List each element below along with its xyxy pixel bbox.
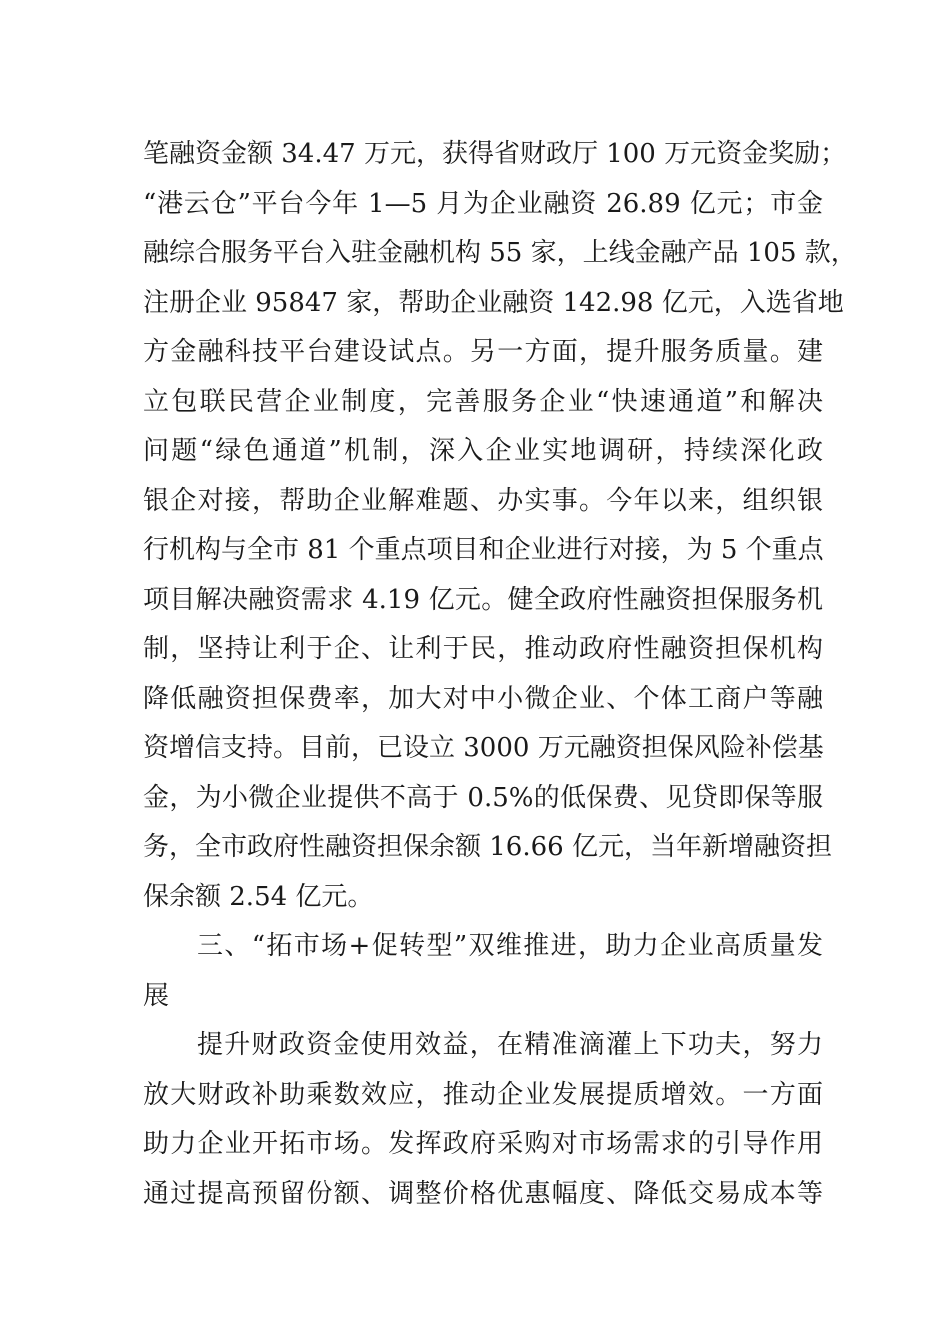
text-line: 笔融资金额 34.47 万元，获得省财政厅 100 万元资金奖励；: [143, 139, 847, 169]
text-line: 保余额 2.54 亿元。: [143, 881, 374, 912]
text-line: 助力企业开拓市场。发挥政府采购对市场需求的引导作用: [143, 1129, 823, 1159]
text-line: 方金融科技平台建设试点。另一方面，提升服务质量。建: [143, 337, 823, 367]
text-line: 问题“绿色通道”机制，深入企业实地调研，持续深化政: [143, 436, 823, 466]
text-line: 立包联民营企业制度，完善服务企业“快速通道”和解决: [143, 386, 823, 417]
section-heading-line: 三、“拓市场+促转型”双维推进，助力企业高质量发: [197, 931, 823, 961]
text-line: 通过提高预留份额、调整价格优惠幅度、降低交易成本等: [143, 1178, 823, 1209]
text-line: 提升财政资金使用效益，在精准滴灌上下功夫，努力: [197, 1030, 823, 1060]
section-heading-line: 展: [143, 980, 170, 1011]
text-line: 降低融资担保费率，加大对中小微企业、个体工商户等融: [143, 683, 823, 714]
text-line: 务，全市政府性融资担保余额 16.66 亿元，当年新增融资担: [143, 832, 832, 862]
text-line: 银企对接，帮助企业解难题、办实事。今年以来，组织银: [143, 485, 823, 516]
body-text: [143, 130, 857, 1219]
text-line: 行机构与全市 81 个重点项目和企业进行对接，为 5 个重点: [143, 535, 824, 565]
text-line: “港云仓”平台今年 1—5 月为企业融资 26.89 亿元；市金: [143, 188, 823, 219]
text-line: 放大财政补助乘数效应，推动企业发展提质增效。一方面: [143, 1079, 823, 1110]
text-line: 融综合服务平台入驻金融机构 55 家，上线金融产品 105 款，: [143, 238, 857, 268]
text-line: 资增信支持。目前，已设立 3000 万元融资担保风险补偿基: [143, 733, 824, 763]
text-line: 制，坚持让利于企、让利于民，推动政府性融资担保机构: [143, 634, 823, 664]
text-line: 注册企业 95847 家，帮助企业融资 142.98 亿元，入选省地: [143, 287, 844, 318]
text-line: 项目解决融资需求 4.19 亿元。健全政府性融资担保服务机: [143, 584, 823, 615]
text-line: 金，为小微企业提供不高于 0.5%的低保费、见贷即保等服: [143, 782, 823, 813]
